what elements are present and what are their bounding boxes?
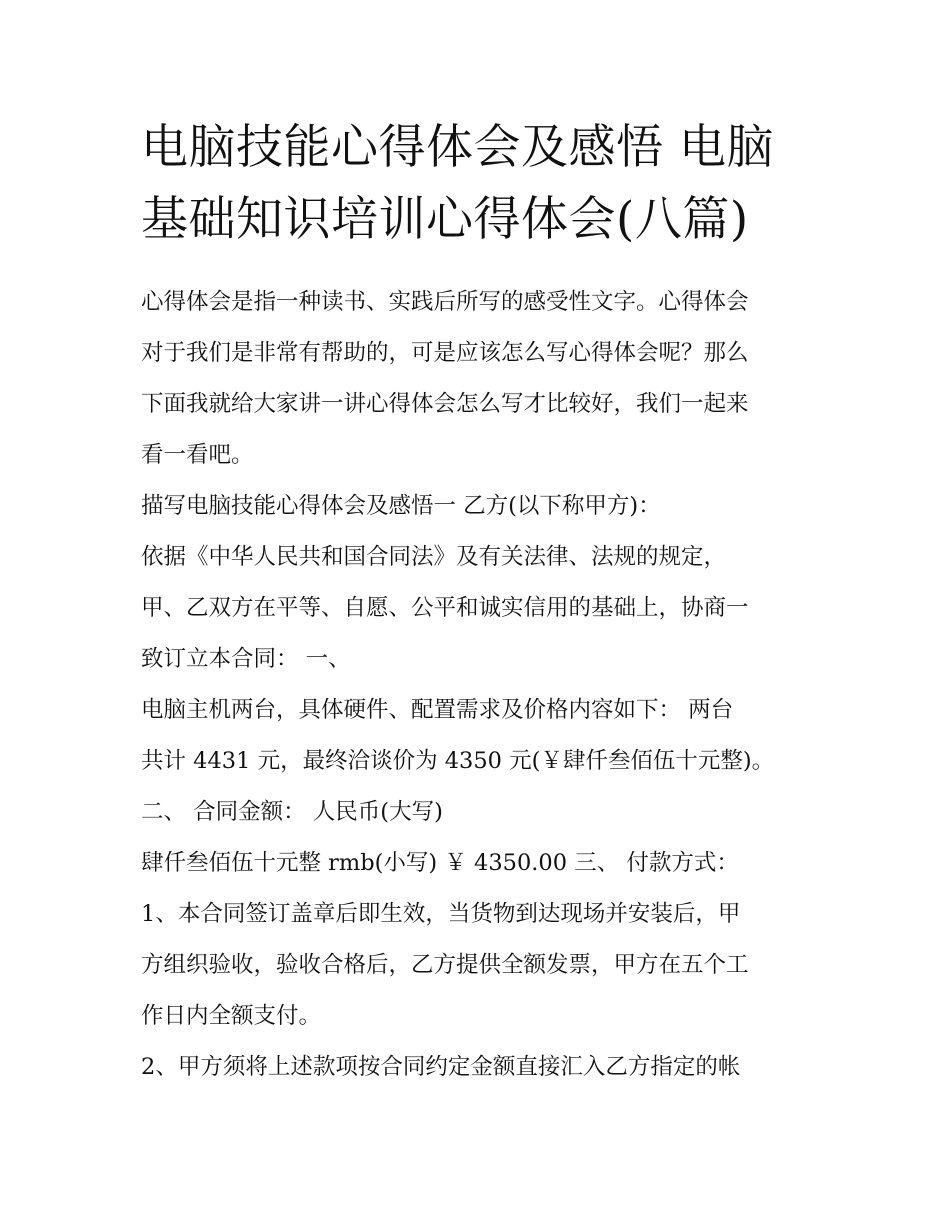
text-line: 描写电脑技能心得体会及感悟一 乙方(以下称甲方)： bbox=[141, 493, 661, 519]
text-line: 甲、乙双方在平等、自愿、公平和诚实信用的基础上，协商一 bbox=[141, 595, 749, 621]
text-line: 致订立本合同： 一、 bbox=[141, 646, 351, 672]
document-title bbox=[141, 112, 813, 256]
text-line: 方组织验收，验收合格后，乙方提供全额发票，甲方在五个工 bbox=[141, 952, 749, 978]
paragraph-payment-method bbox=[141, 838, 813, 889]
text-line: 2、甲方须将上述款项按合同约定金额直接汇入乙方指定的帐 bbox=[141, 1054, 741, 1080]
title-line-1: 电脑技能心得体会及感悟 电脑 bbox=[141, 120, 774, 175]
text-line: 看一看吧。 bbox=[141, 442, 254, 468]
text-line: 1、本合同签订盖章后即生效，当货物到达现场并安装后，甲 bbox=[141, 901, 741, 927]
text-line: 电脑主机两台，具体硬件、配置需求及价格内容如下： 两台 bbox=[141, 697, 734, 723]
paragraph-contract-amount bbox=[141, 787, 813, 838]
paragraph-subtitle bbox=[141, 481, 813, 532]
paragraph-clause-1 bbox=[141, 889, 813, 1042]
document-page bbox=[141, 112, 813, 1093]
paragraph-clause-2 bbox=[141, 1042, 813, 1093]
text-line: 作日内全额支付。 bbox=[141, 1003, 322, 1029]
text-line: 心得体会是指一种读书、实践后所写的感受性文字。心得体会 bbox=[141, 289, 749, 315]
title-line-2: 基础知识培训心得体会(八篇) bbox=[141, 192, 749, 247]
document-body bbox=[141, 277, 813, 1093]
text-line: 二、 合同金额： 人民币(大写) bbox=[141, 799, 443, 825]
text-line: 依据《中华人民共和国合同法》及有关法律、法规的规定， bbox=[141, 544, 727, 570]
text-line: 共计 4431 元，最终洽谈价为 4350 元(￥肆仟叁佰伍十元整)。 bbox=[141, 748, 775, 774]
text-line: 肆仟叁佰伍十元整 rmb(小写) ￥ 4350.00 三、 付款方式： bbox=[141, 850, 739, 876]
text-line: 对于我们是非常有帮助的，可是应该怎么写心得体会呢？那么 bbox=[141, 340, 749, 366]
paragraph-hardware bbox=[141, 685, 813, 787]
paragraph-intro bbox=[141, 277, 813, 481]
paragraph-basis bbox=[141, 532, 813, 685]
text-line: 下面我就给大家讲一讲心得体会怎么写才比较好，我们一起来 bbox=[141, 391, 749, 417]
